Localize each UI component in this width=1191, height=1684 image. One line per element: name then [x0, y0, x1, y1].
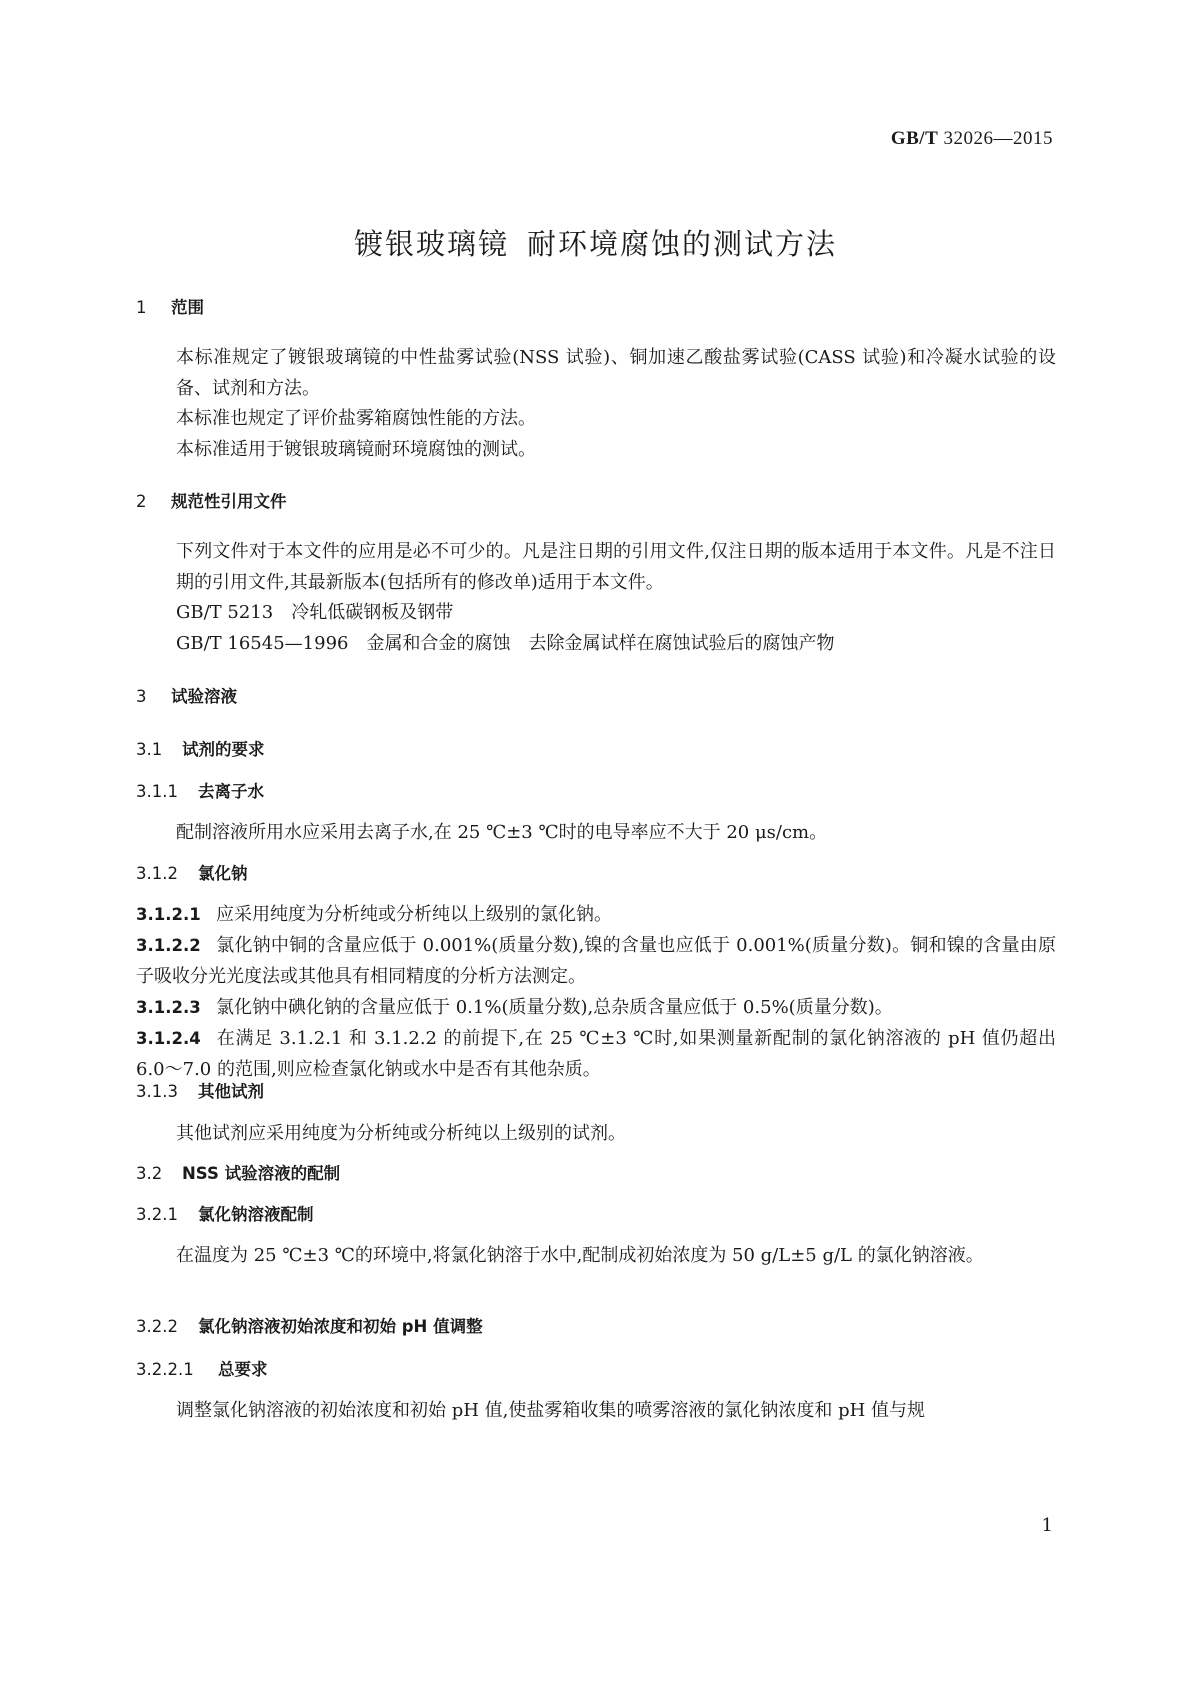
section-3-2-1-heading [136, 1201, 314, 1225]
section-title: 试剂的要求 [182, 740, 265, 759]
document-title [0, 222, 1191, 263]
section-number: 3.2 [136, 1164, 163, 1183]
section-2-heading [136, 488, 287, 512]
paragraph-text: 本标准规定了镀银玻璃镜的中性盐雾试验(NSS 试验)、铜加速乙酸盐雾试验(CASS 试验)和冷凝水试验的设备、试剂和方法。 [176, 347, 1056, 399]
section-3-2-2-heading [136, 1313, 483, 1337]
section-3-1-1-heading [136, 778, 264, 802]
section-1-paragraph-1 [136, 342, 1056, 404]
clause-number: 3.1.2.3 [136, 998, 201, 1017]
section-3-1-1-paragraph: 配制溶液所用水应采用去离子水,在 25 ℃±3 ℃时的电导率应不大于 20 μs/cm。 [176, 822, 828, 843]
clause-3-1-2-2 [136, 930, 1056, 992]
section-3-2-2-1-heading [136, 1356, 268, 1380]
section-3-2-2-1-paragraph: 调整氯化钠溶液的初始浓度和初始 pH 值,使盐雾箱收集的喷雾溶液的氯化钠浓度和 pH 值与规 [176, 1400, 926, 1421]
section-number: 3 [136, 687, 147, 706]
clause-text: 应采用纯度为分析纯或分析纯以上级别的氯化钠。 [216, 904, 612, 925]
section-2-paragraph-1 [136, 536, 1056, 598]
clause-text: 氯化钠中铜的含量应低于 0.001%(质量分数),镍的含量也应低于 0.001%(质量分数)。铜和镍的含量由原子吸收分光光度法或其他具有相同精度的分析方法测定。 [136, 935, 1056, 987]
paragraph-text: 下列文件对于本文件的应用是必不可少的。凡是注日期的引用文件,仅注日期的版本适用于本文件。凡是不注日期的引用文件,其最新版本(包括所有的修改单)适用于本文件。 [176, 541, 1056, 593]
paragraph-text: 在温度为 25 ℃±3 ℃的环境中,将氯化钠溶于水中,配制成初始浓度为 50 g/L±5 g/L 的氯化钠溶液。 [176, 1245, 984, 1266]
section-number: 3.2.1 [136, 1205, 178, 1224]
clause-number: 3.1.2.2 [136, 936, 201, 955]
section-title: 其他试剂 [198, 1082, 264, 1101]
clause-text: 氯化钠中碘化钠的含量应低于 0.1%(质量分数),总杂质含量应低于 0.5%(质量分数)。 [216, 997, 893, 1018]
section-3-1-3-heading [136, 1078, 264, 1102]
section-number: 3.1.3 [136, 1082, 178, 1101]
section-title: 氯化钠 [198, 864, 248, 883]
section-title: NSS 试验溶液的配制 [182, 1164, 341, 1183]
title-part-2: 耐环境腐蚀的测试方法 [527, 227, 838, 261]
clause-number: 3.1.2.1 [136, 905, 201, 924]
section-number: 3.1.2 [136, 864, 178, 883]
section-1-paragraph-2: 本标准也规定了评价盐雾箱腐蚀性能的方法。 [176, 408, 536, 429]
clause-3-1-2-3 [136, 992, 1056, 1023]
section-number: 3.2.2 [136, 1317, 178, 1336]
reference-item-1 [176, 598, 453, 624]
section-title: 规范性引用文件 [171, 492, 287, 511]
clause-3-1-2-1 [136, 899, 1056, 930]
section-3-1-3-paragraph: 其他试剂应采用纯度为分析纯或分析纯以上级别的试剂。 [176, 1123, 626, 1144]
section-number: 3.2.2.1 [136, 1360, 194, 1379]
section-3-1-heading [136, 736, 265, 760]
section-3-heading [136, 683, 237, 707]
section-title: 氯化钠溶液配制 [198, 1205, 314, 1224]
section-number: 2 [136, 492, 147, 511]
section-1-heading [136, 294, 204, 318]
standard-number [891, 128, 1053, 150]
section-number: 1 [136, 298, 147, 317]
section-title: 试验溶液 [171, 687, 237, 706]
section-3-2-1-paragraph [136, 1240, 1056, 1271]
section-3-2-heading [136, 1160, 340, 1184]
title-part-1: 镀银玻璃镜 [353, 227, 509, 261]
section-number: 3.1 [136, 740, 163, 759]
section-title: 去离子水 [198, 782, 264, 801]
page-number: 1 [1041, 1515, 1053, 1536]
reference-title: 冷轧低碳钢板及钢带 [291, 602, 454, 623]
section-title: 总要求 [218, 1360, 268, 1379]
section-title: 范围 [171, 298, 204, 317]
clause-text: 在满足 3.1.2.1 和 3.1.2.2 的前提下,在 25 ℃±3 ℃时,如果测量新配制的氯化钠溶液的 pH 值仍超出 6.0～7.0 的范围,则应检查氯化钠或水中是否有其他杂质。 [136, 1028, 1056, 1080]
reference-title: 金属和合金的腐蚀 去除金属试样在腐蚀试验后的腐蚀产物 [366, 633, 835, 654]
section-number: 3.1.1 [136, 782, 178, 801]
reference-item-2 [176, 629, 834, 655]
standard-prefix: GB/T [890, 128, 939, 149]
clause-number: 3.1.2.4 [136, 1029, 201, 1048]
standard-code: 32026—2015 [943, 128, 1053, 149]
reference-code: GB/T 5213 [176, 602, 274, 623]
reference-code: GB/T 16545—1996 [176, 633, 349, 654]
section-3-1-2-heading [136, 860, 248, 884]
clause-3-1-2-4 [136, 1023, 1056, 1085]
section-title: 氯化钠溶液初始浓度和初始 pH 值调整 [198, 1317, 483, 1336]
section-1-paragraph-3: 本标准适用于镀银玻璃镜耐环境腐蚀的测试。 [176, 439, 536, 460]
